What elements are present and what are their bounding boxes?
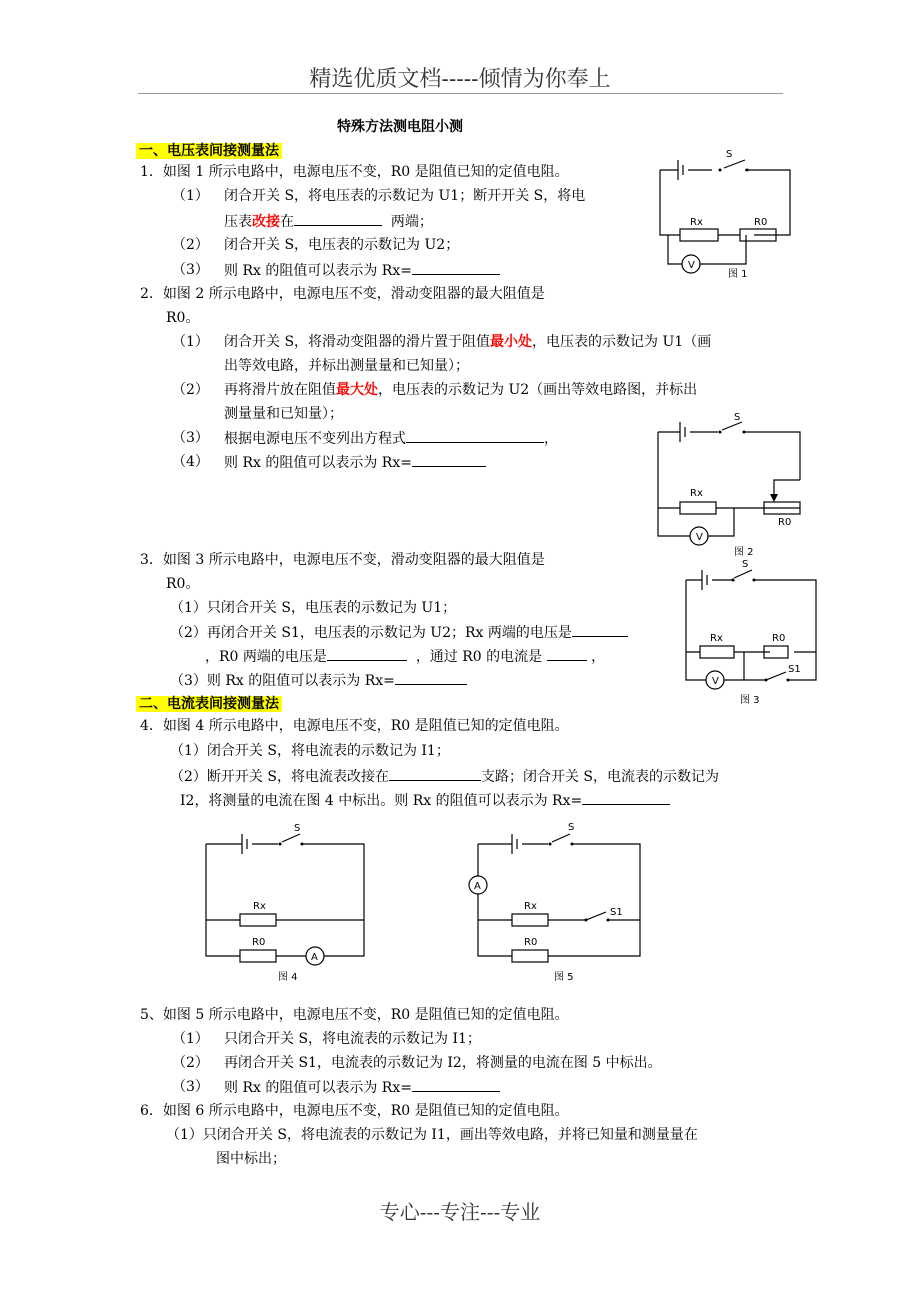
figure-1-switch-contact — [746, 169, 749, 172]
figure-5-switch-contact — [549, 843, 552, 846]
q1-part1-prefix: 压表 — [224, 214, 252, 230]
header-divider — [138, 93, 783, 94]
q1-emphasis-change: 改接 — [252, 214, 280, 230]
figure-4-meter-symbol: A — [311, 952, 318, 963]
q4-part2-text: I2，将测量的电流在图 4 中标出。则 Rx 的阻值可以表示为 Rx= — [180, 793, 583, 809]
q3-part2-r0-voltage: ，R0 两端的电压是 — [205, 649, 327, 665]
q4-answer-blank-branch[interactable] — [389, 766, 481, 781]
figure-5-rx-label: Rx — [524, 901, 537, 912]
figure-5-switch1-contact — [585, 919, 588, 922]
figure-3-switch-label: S — [742, 559, 749, 570]
q2-answer-blank-rx[interactable] — [412, 452, 486, 467]
q5-part3-number: （3） — [172, 1079, 209, 1095]
q2-part1-number: （1） — [172, 334, 209, 350]
q2-part4-text: 则 Rx 的阻值可以表示为 Rx= — [224, 455, 412, 471]
q5-part3-line — [224, 1077, 500, 1098]
figure-3-switch-contact — [753, 579, 756, 582]
q5-part2-number: （2） — [172, 1055, 209, 1071]
document-title: 特殊方法测电阻小测 — [337, 119, 463, 135]
figure-5-r0-label: R0 — [524, 937, 538, 948]
figure-4-circuit — [196, 818, 376, 988]
q2-part1-prefix: 闭合开关 S，将滑动变阻器的滑片置于阻值 — [224, 334, 491, 350]
q4-stem: 4．如图 4 所示电路中，电源电压不变，R0 是阻值已知的定值电阻。 — [140, 718, 569, 734]
figure-1-rx-label: Rx — [690, 217, 703, 228]
section-heading-ammeter — [136, 693, 282, 713]
figure-5-circuit — [468, 818, 648, 988]
q2-part2-line2: 测量量和已知量）； — [224, 406, 343, 422]
q2-part4-line — [224, 452, 486, 473]
figure-1-switch-label: S — [726, 149, 733, 160]
q3-answer-blank-i0[interactable] — [547, 646, 587, 661]
figure-2-caption: 图 2 — [734, 547, 754, 558]
figure-2-meter-symbol: V — [696, 532, 703, 543]
q2-part2-number: （2） — [172, 382, 209, 398]
figure-2-switch-label: S — [734, 412, 741, 423]
q1-part2-number: （2） — [172, 237, 209, 253]
q3-part2-line2 — [205, 646, 605, 667]
figure-2-slider-arrow — [770, 494, 778, 502]
q2-answer-blank-equation[interactable] — [406, 428, 544, 443]
q4-part2-line2 — [180, 790, 670, 811]
q2-emphasis-max: 最大处 — [336, 382, 378, 398]
section-heading-text: 二、电流表间接测量法 — [136, 696, 282, 712]
figure-2-r0-label: R0 — [778, 517, 792, 528]
q3-part2-r0-current: ，通过 R0 的电流是 — [415, 649, 543, 665]
q1-part1-continued — [224, 211, 433, 232]
q3-part2-line1 — [170, 622, 628, 643]
q5-part2-text: 再闭合开关 S1，电流表的示数记为 I2，将测量的电流在图 5 中标出。 — [224, 1055, 662, 1071]
figure-3-switch1-label: S1 — [788, 664, 801, 675]
section-heading-voltmeter — [136, 140, 282, 160]
q2-part2-line1 — [224, 380, 697, 400]
q4-answer-blank-rx[interactable] — [582, 790, 670, 805]
q1-part1-number: （1） — [172, 188, 209, 204]
figure-3-switch1-contact — [765, 679, 768, 682]
q2-part1-line2: 出等效电路，并标出测量量和已知量）； — [224, 358, 469, 374]
q4-part2-prefix: （2）断开开关 S，将电流表改接在 — [170, 769, 389, 785]
q4-part2-line1 — [170, 766, 719, 787]
section-heading-text: 一、电压表间接测量法 — [136, 143, 282, 159]
figure-3-r0-label: R0 — [772, 633, 786, 644]
q1-part3-line — [224, 260, 500, 281]
figure-5-switch-label: S — [568, 822, 575, 833]
figure-4-r0-label: R0 — [252, 937, 266, 948]
figure-3-rx-label: Rx — [710, 633, 723, 644]
q2-part3-number: （3） — [172, 430, 209, 446]
q4-part1: （1）闭合开关 S，将电流表的示数记为 I1； — [170, 743, 450, 759]
figure-1-r0-label: R0 — [754, 217, 768, 228]
figure-2-rx-label: Rx — [690, 488, 703, 499]
figure-1-circuit — [650, 140, 800, 290]
q2-part1-suffix: ，电压表的示数记为 U1（画 — [532, 334, 712, 350]
q2-stem-line2: R0。 — [166, 310, 200, 326]
q1-part1-text: 闭合开关 S，将电压表的示数记为 U1；断开开关 S，将电 — [224, 188, 586, 204]
figure-3-caption: 图 3 — [740, 695, 760, 706]
figure-3-circuit — [676, 556, 826, 706]
q1-part2-text: 闭合开关 S，电压表的示数记为 U2； — [224, 237, 460, 253]
q1-answer-blank-2[interactable] — [412, 260, 500, 275]
q5-part3-text: 则 Rx 的阻值可以表示为 Rx= — [224, 1080, 412, 1096]
figure-5-meter-symbol: A — [474, 881, 481, 892]
q3-part2-end: ， — [591, 649, 606, 665]
q2-part4-number: （4） — [172, 454, 209, 470]
figure-3-meter-symbol: V — [712, 676, 719, 687]
q2-part2-prefix: 再将滑片放在阻值 — [224, 382, 336, 398]
q1-part1-suffix: 两端； — [390, 214, 433, 230]
q6-part1-line2: 图中标出； — [216, 1151, 286, 1167]
q2-part3-end: ， — [544, 431, 558, 447]
q3-answer-blank-rx[interactable] — [395, 670, 467, 685]
q2-part3-text: 根据电源电压不变列出方程式 — [224, 431, 406, 447]
figure-4-switch-label: S — [294, 823, 301, 834]
q2-part1-line1 — [224, 332, 711, 352]
q1-part3-number: （3） — [172, 262, 209, 278]
q5-answer-blank-rx[interactable] — [412, 1077, 500, 1092]
q2-part2-suffix: ，电压表的示数记为 U2（画出等效电路图，并标出 — [378, 382, 698, 398]
q3-part1: （1）只闭合开关 S，电压表的示数记为 U1； — [170, 600, 457, 616]
q1-part1-mid: 在 — [280, 214, 294, 230]
figure-5-switch1-contact — [607, 919, 610, 922]
q6-part1-line1: （1）只闭合开关 S，将电流表的示数记为 I1，画出等效电路，并将已知量和测量量在 — [166, 1127, 698, 1143]
q3-part3-text: （3）则 Rx 的阻值可以表示为 Rx= — [170, 673, 395, 689]
figure-4-caption: 图 4 — [278, 972, 298, 983]
figure-5-caption: 图 5 — [554, 972, 574, 983]
figure-5-switch-contact — [571, 843, 574, 846]
q2-stem-line1: 2．如图 2 所示电路中，电源电压不变，滑动变阻器的最大阻值是 — [140, 286, 545, 302]
q5-stem: 5、如图 5 所示电路中，电源电压不变，R0 是阻值已知的定值电阻。 — [140, 1007, 569, 1023]
q4-part2-suffix: 支路；闭合开关 S，电流表的示数记为 — [480, 769, 719, 785]
figure-1-meter-symbol: V — [688, 260, 695, 271]
figure-4-rx-label: Rx — [253, 901, 266, 912]
q1-part3-text: 则 Rx 的阻值可以表示为 Rx= — [224, 263, 412, 279]
q1-stem: 1．如图 1 所示电路中，电源电压不变，R0 是阻值已知的定值电阻。 — [140, 164, 569, 180]
figure-4-switch-contact — [301, 843, 304, 846]
q5-part1-number: （1） — [172, 1031, 209, 1047]
figure-3-switch-contact — [732, 579, 735, 582]
figure-2-circuit — [650, 408, 810, 558]
q1-answer-blank-1[interactable] — [294, 211, 382, 226]
figure-2-switch-contact — [743, 431, 746, 434]
figure-1-switch-contact — [719, 169, 722, 172]
figure-4-switch-contact — [279, 843, 282, 846]
figure-3-switch1-contact — [787, 679, 790, 682]
figure-2-switch-contact — [719, 431, 722, 434]
q3-part3-line — [170, 670, 467, 691]
q3-answer-blank-urx[interactable] — [572, 622, 628, 637]
q3-part2-text: （2）再闭合开关 S1，电压表的示数记为 U2；Rx 两端的电压是 — [170, 625, 572, 641]
q6-stem: 6．如图 6 所示电路中，电源电压不变，R0 是阻值已知的定值电阻。 — [140, 1103, 569, 1119]
q3-stem-line2: R0。 — [166, 576, 200, 592]
figure-1-caption: 图 1 — [728, 269, 748, 280]
q5-part1-text: 只闭合开关 S，将电流表的示数记为 I1； — [224, 1031, 481, 1047]
q2-emphasis-min: 最小处 — [490, 334, 533, 350]
q3-stem-line1: 3．如图 3 所示电路中，电源电压不变，滑动变阻器的最大阻值是 — [140, 552, 545, 568]
q2-part3-line — [224, 428, 558, 449]
page-header: 精选优质文档-----倾情为你奉上 — [309, 67, 611, 92]
figure-5-switch1-label: S1 — [610, 907, 623, 918]
q3-answer-blank-ur0[interactable] — [327, 646, 407, 661]
page-footer: 专心---专注---专业 — [379, 1200, 541, 1224]
